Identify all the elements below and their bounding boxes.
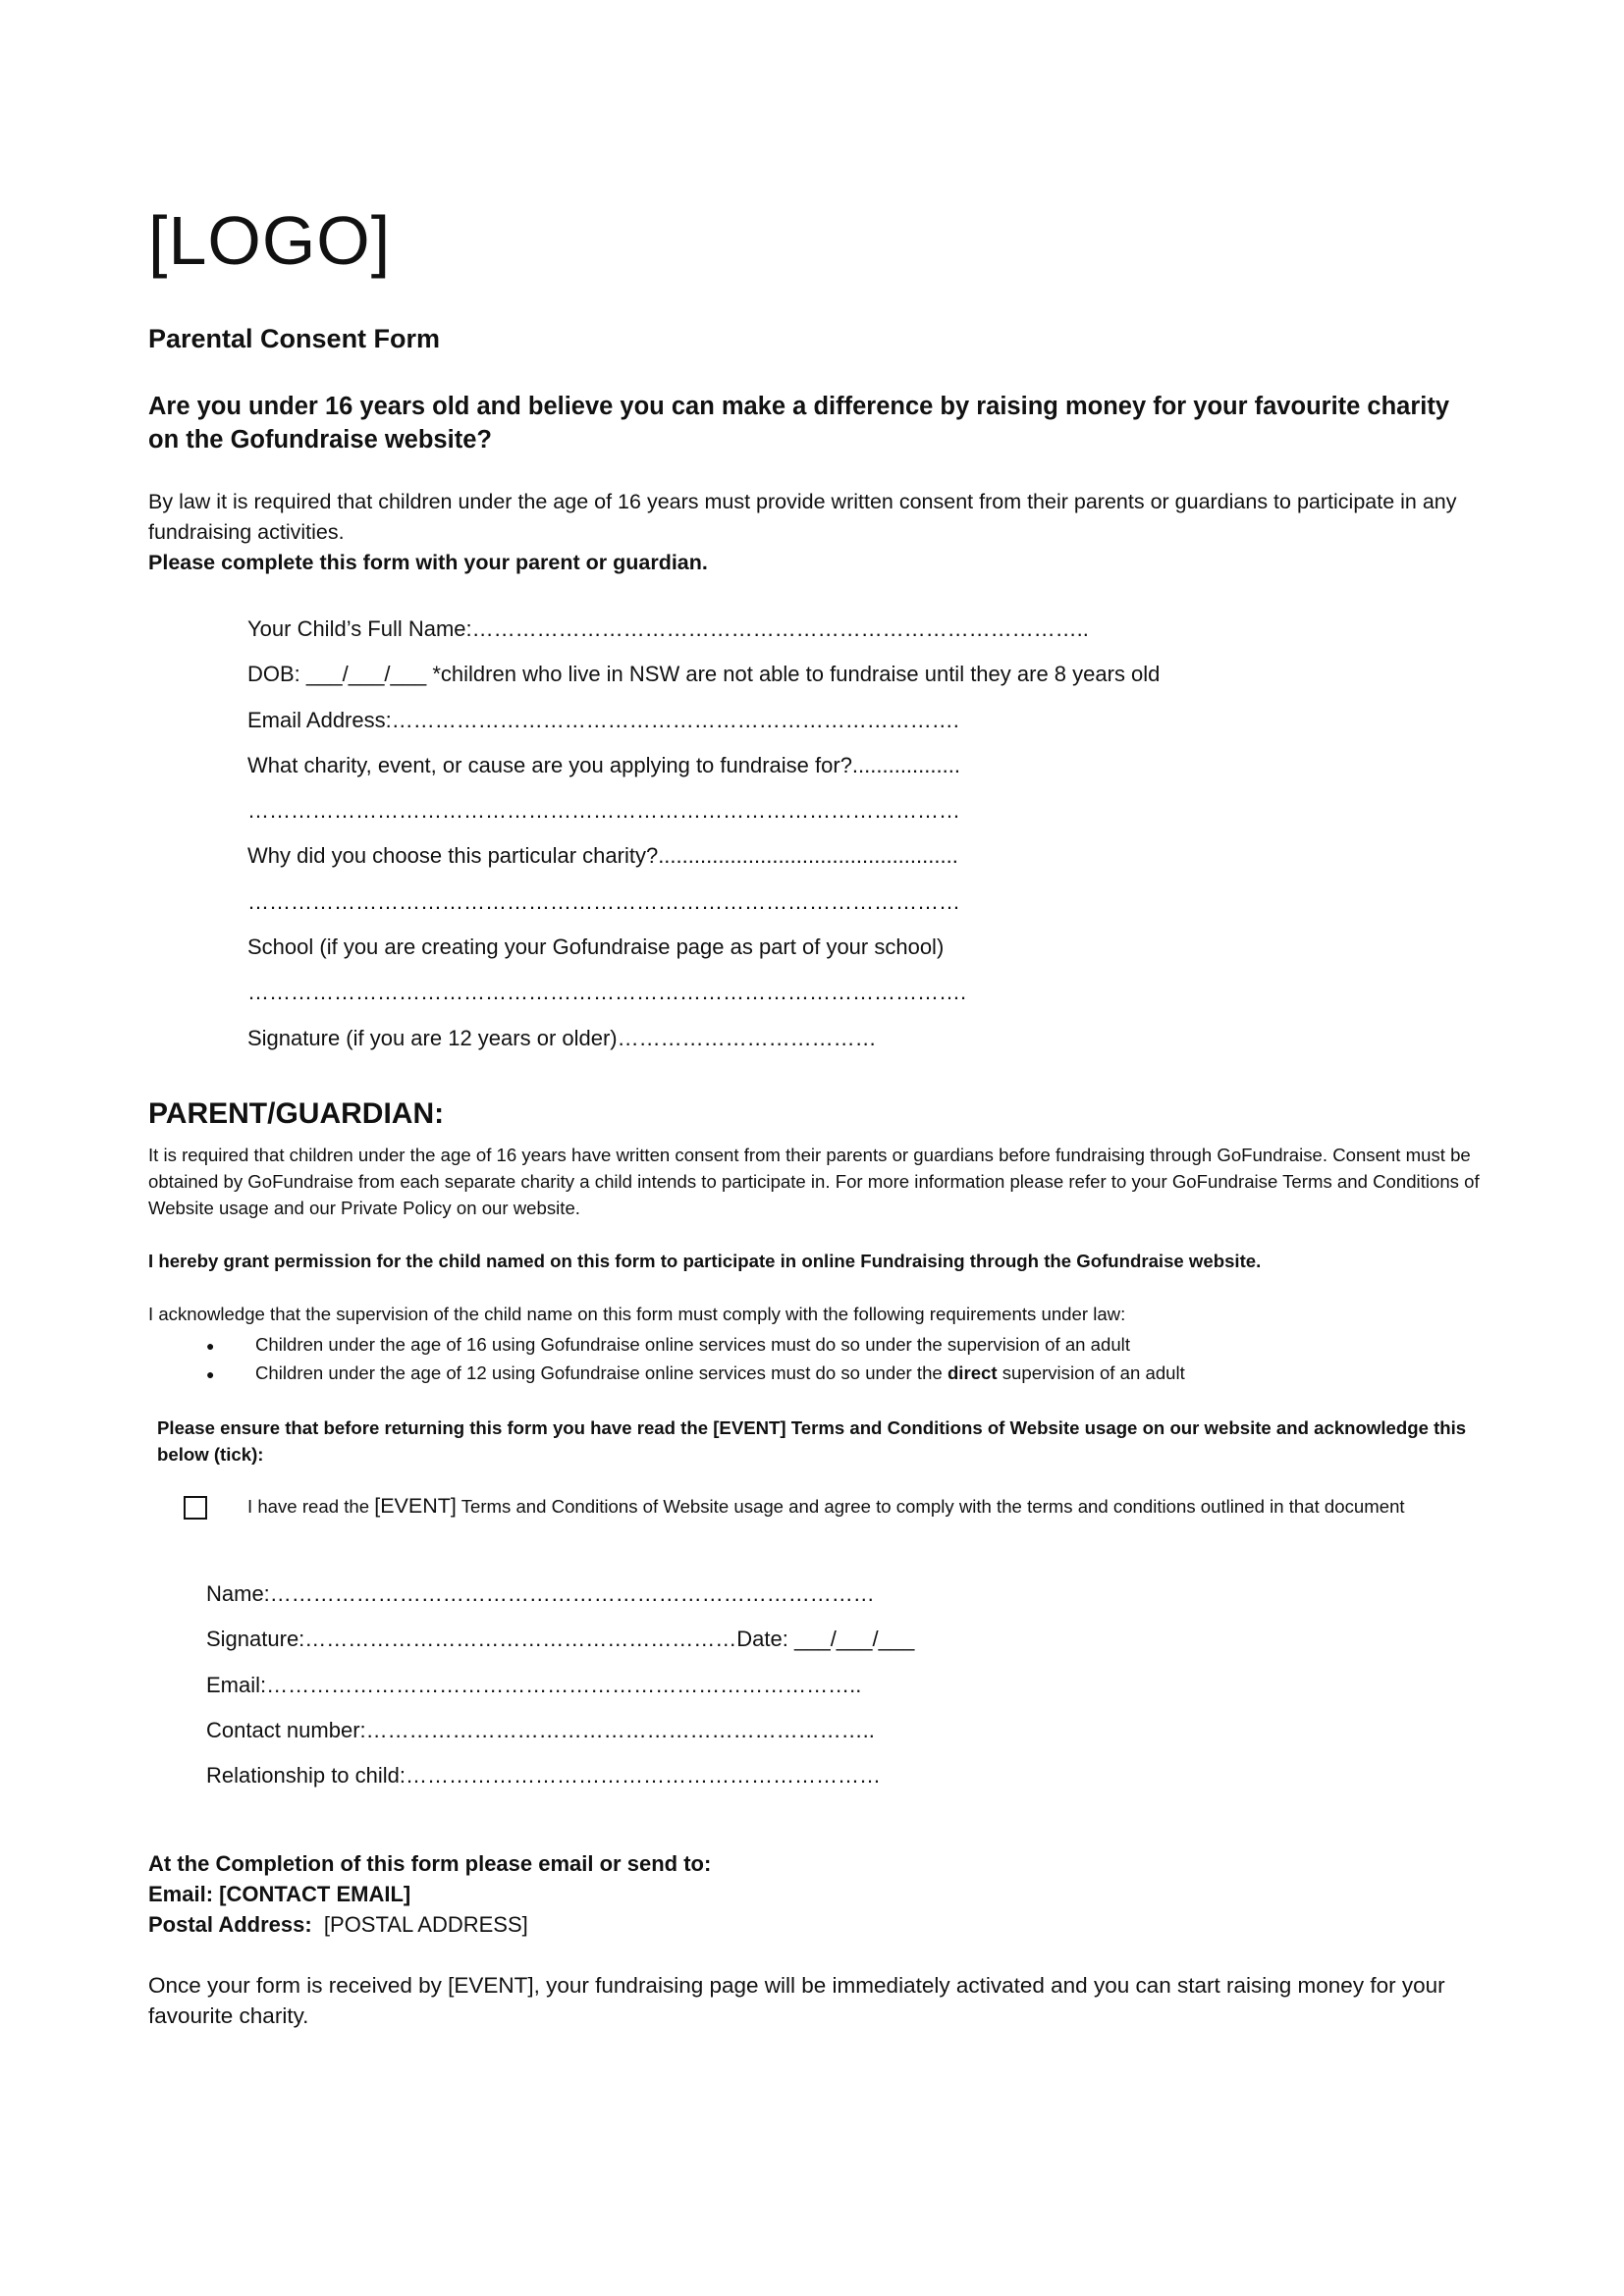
list-item: ● Children under the age of 16 using Gofundraise online services must do so under the supervision of an adult bbox=[206, 1330, 1185, 1359]
guardian-email-field[interactable]: Email:……………………………………………………………………….. bbox=[206, 1672, 862, 1697]
child-fields bbox=[247, 607, 1160, 1061]
intro-paragraph bbox=[148, 487, 1484, 578]
child-email-field[interactable]: Email Address:……………………………………………………………………. bbox=[247, 707, 959, 732]
reason-question-field[interactable]: Why did you choose this particular charity?.................................................. bbox=[247, 843, 958, 869]
charity-question-field[interactable]: What charity, event, or cause are you applying to fundraise for?.................. bbox=[247, 752, 960, 777]
intro-instruction: Please complete this form with your parent or guardian. bbox=[148, 551, 708, 574]
ensure-instruction: Please ensure that before returning this form you have read the [EVENT] Terms and Conditions of Website usage on our website and acknowledge this below (tick): bbox=[157, 1417, 1467, 1465]
guardian-contact-field[interactable]: Contact number:…………………………………………………………….. bbox=[206, 1717, 875, 1742]
terms-checkbox[interactable] bbox=[184, 1496, 207, 1520]
intro-question: Are you under 16 years old and believe you can make a difference by raising money for your favourite charity on the Gofundraise website? bbox=[148, 393, 1450, 454]
grant-permission-text: I hereby grant permission for the child named on this form to participate in online Fundraising through the Gofundraise website. bbox=[148, 1251, 1262, 1271]
requirements-list bbox=[206, 1330, 1185, 1387]
school-answer-line[interactable]: ………………………………………………………………………………………. bbox=[247, 980, 967, 1005]
guardian-heading: PARENT/GUARDIAN: bbox=[148, 1097, 445, 1130]
terms-checkbox-label: I have read the [EVENT] Terms and Conditions of Website usage and agree to comply with the terms and conditions outlined in that document bbox=[247, 1494, 1405, 1518]
child-name-field[interactable]: Your Child’s Full Name:………………………………………………………………………….. bbox=[247, 616, 1089, 641]
guardian-relationship-field[interactable]: Relationship to child:………………………………………………………… bbox=[206, 1763, 882, 1789]
guardian-signature-date-field[interactable]: Signature:……………………………………………………Date: ___/___/___ bbox=[206, 1627, 915, 1652]
guardian-fields bbox=[206, 1572, 914, 1798]
guardian-name-field[interactable]: Name:………………………………………………………………………… bbox=[206, 1581, 875, 1606]
form-title: Parental Consent Form bbox=[148, 324, 441, 353]
closing-paragraph: Once your form is received by [EVENT], your fundraising page will be immediately activated and you can start raising money for your favourite charity. bbox=[148, 1973, 1445, 2028]
contact-email: Email: [CONTACT EMAIL] bbox=[148, 1882, 411, 1906]
reason-answer-line[interactable]: ……………………………………………………………………………………… bbox=[247, 888, 960, 914]
school-field-label: School (if you are creating your Gofundraise page as part of your school) bbox=[247, 934, 945, 960]
list-item: ● Children under the age of 12 using Gofundraise online services must do so under the direct supervision of an adult bbox=[206, 1359, 1185, 1387]
logo-placeholder: [LOGO] bbox=[148, 202, 392, 279]
postal-address: Postal Address: [POSTAL ADDRESS] bbox=[148, 1912, 528, 1937]
child-signature-field[interactable]: Signature (if you are 12 years or older)……………………………… bbox=[247, 1025, 877, 1050]
intro-text: By law it is required that children under the age of 16 years must provide written consent from their parents or guardians to participate in any fundraising activities. bbox=[148, 490, 1457, 544]
charity-answer-line[interactable]: ……………………………………………………………………………………… bbox=[247, 798, 960, 824]
bullet-icon: ● bbox=[206, 1366, 215, 1382]
bullet-icon: ● bbox=[206, 1338, 215, 1354]
completion-heading: At the Completion of this form please email or send to: bbox=[148, 1851, 712, 1876]
guardian-paragraph: It is required that children under the age of 16 years have written consent from their parents or guardians before fundraising through GoFundraise. Consent must be obtained by GoFundraise from each separate charity a child intends to participate in. For more information please refer to your GoFundraise Terms and Conditions of Website usage and our Private Policy on our website. bbox=[148, 1145, 1480, 1218]
completion-instructions bbox=[148, 1848, 711, 1940]
child-dob-field[interactable]: DOB: ___/___/___ *children who live in NSW are not able to fundraise until they are 8 years old bbox=[247, 662, 1161, 687]
acknowledge-text: I acknowledge that the supervision of the child name on this form must comply with the following requirements under law: bbox=[148, 1304, 1126, 1324]
